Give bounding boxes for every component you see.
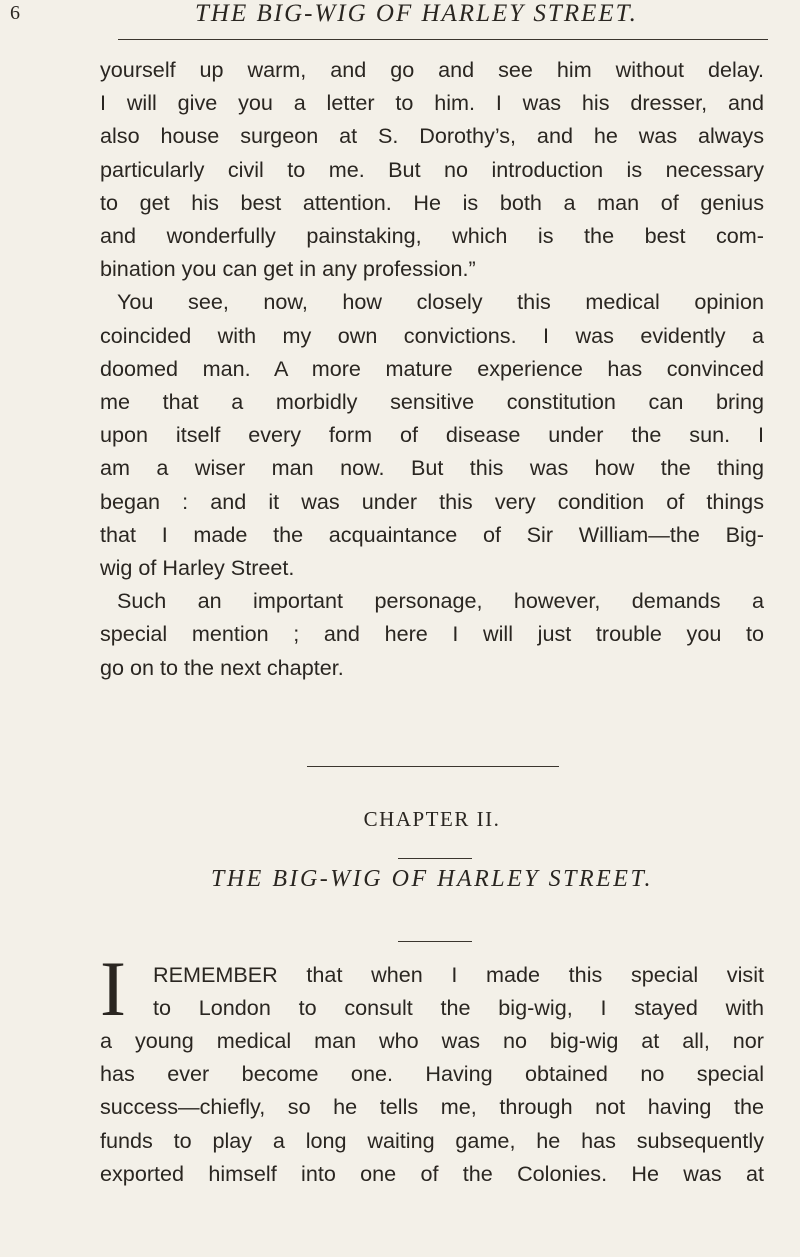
text-line: exported himself into one of the Colonies. He was at (100, 1160, 764, 1186)
text-line: I will give you a letter to him. I was his dresser, and (100, 90, 764, 116)
running-title: THE BIG-WIG OF HARLEY STREET. (195, 0, 638, 27)
text-line: upon itself every form of disease under the sun. I (100, 422, 764, 448)
running-head (10, 0, 760, 40)
text-line: a young medical man who was no big-wig at all, nor (100, 1028, 764, 1053)
text-line: yourself up warm, and go and see him without delay. (100, 57, 764, 82)
text-line: me that a morbidly sensitive constitution can bring (100, 389, 764, 415)
text-line: coincided with my own convictions. I was evidently a (100, 322, 764, 348)
text-line: to get his best attention. He is both a man of genius (100, 189, 764, 215)
text-line: go on to the next chapter. (100, 654, 344, 680)
drop-cap: I (100, 945, 126, 1032)
text-line: funds to play a long waiting game, he has subsequently (100, 1127, 764, 1153)
text-line: has ever become one. Having obtained no special (100, 1061, 764, 1087)
chapter-title: THE BIG-WIG OF HARLEY STREET. (210, 866, 654, 892)
text-line: REMEMBER that when I made this special visit (153, 962, 764, 987)
text-line: doomed man. A more mature experience has convinced (100, 355, 764, 381)
text-line: wig of Harley Street. (100, 555, 295, 581)
text-line: You see, now, how closely this medical opinion (117, 289, 764, 315)
text-line: am a wiser man now. But this was how the thing (100, 455, 764, 481)
body-text (100, 53, 764, 684)
chapter-number-rule (398, 858, 472, 859)
text-line: began : and it was under this very condition of things (100, 488, 764, 514)
text-line: and wonderfully painstaking, which is the best com- (100, 223, 764, 249)
text-line: also house surgeon at S. Dorothy’s, and he was always (100, 123, 764, 149)
text-line: success—chiefly, so he tells me, through not having the (100, 1094, 764, 1120)
chapter-title-rule (398, 941, 472, 942)
text-line: that I made the acquaintance of Sir William—the Big- (100, 521, 764, 547)
text-line: special mention ; and here I will just trouble you to (100, 621, 764, 647)
section-divider (307, 766, 559, 767)
text-line: Such an important personage, however, demands a (117, 588, 764, 614)
text-line: to London to consult the big-wig, I stayed with (153, 995, 764, 1021)
text-line: bination you can get in any profession.” (100, 256, 476, 282)
header-rule (118, 39, 768, 40)
text-line: particularly civil to me. But no introduction is necessary (100, 156, 764, 182)
chapter-body-text (100, 1024, 764, 1190)
chapter-opening-lines (153, 958, 764, 1024)
page-number: 6 (10, 2, 20, 24)
chapter-number: CHAPTER II. (363, 807, 501, 831)
